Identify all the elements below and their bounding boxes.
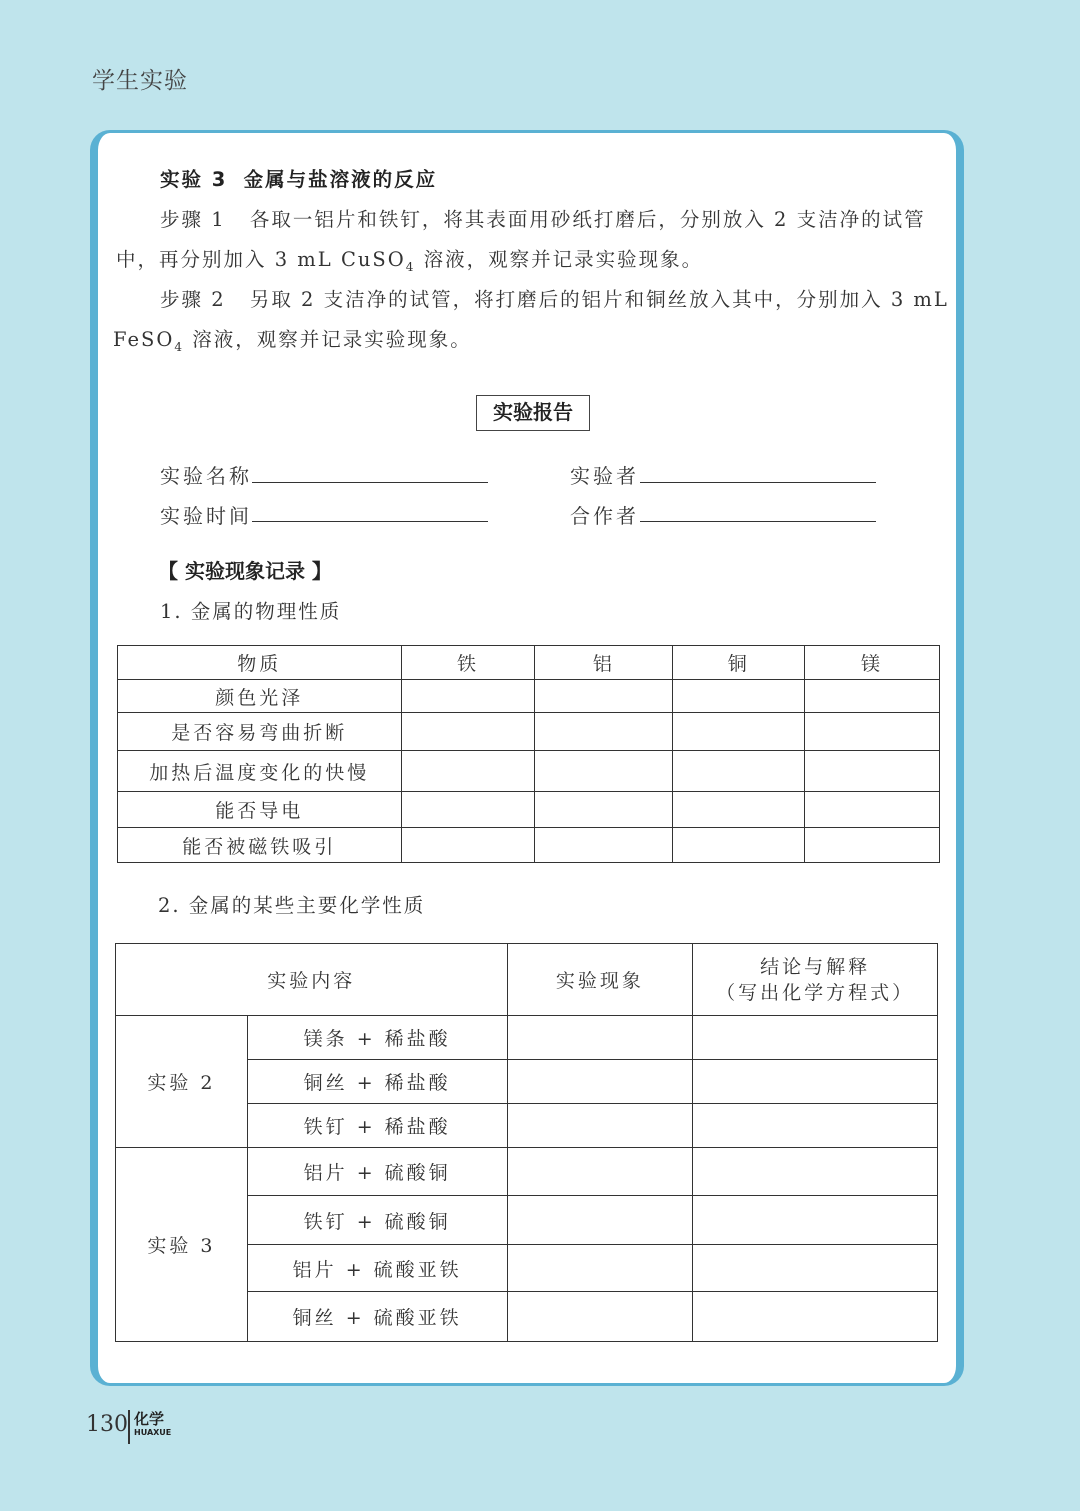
row-label: 颜色光泽 xyxy=(118,680,402,713)
footer-divider xyxy=(128,1410,130,1444)
answer-cell[interactable] xyxy=(507,1196,693,1245)
row-label: 能否被磁铁吸引 xyxy=(118,828,402,863)
experiment-name-line[interactable] xyxy=(252,482,488,483)
part1-title: 1. 金属的物理性质 xyxy=(160,600,342,623)
answer-cell[interactable] xyxy=(401,751,535,792)
experiment-title xyxy=(160,164,437,192)
table-row xyxy=(118,792,940,828)
group-label-experiment-2: 实验 2 xyxy=(116,1016,248,1148)
answer-cell[interactable] xyxy=(535,713,673,751)
partner-line[interactable] xyxy=(640,521,876,522)
answer-cell[interactable] xyxy=(535,828,673,863)
table-header-cell: 镁 xyxy=(805,646,940,680)
table-header-cell: 铝 xyxy=(535,646,673,680)
reaction-label: 铜丝 + 硫酸亚铁 xyxy=(247,1292,507,1342)
table-row xyxy=(116,1016,938,1060)
answer-cell[interactable] xyxy=(401,680,535,713)
partner-label: 合作者 xyxy=(570,504,639,528)
answer-cell[interactable] xyxy=(507,1245,693,1292)
reaction-label: 铝片 + 硫酸铜 xyxy=(247,1148,507,1196)
answer-cell[interactable] xyxy=(401,792,535,828)
answer-cell[interactable] xyxy=(673,828,805,863)
answer-cell[interactable] xyxy=(535,751,673,792)
table-header-cell: 铁 xyxy=(401,646,535,680)
step1-label: 步骤 1 xyxy=(160,208,226,231)
chemical-properties-table xyxy=(115,943,938,1342)
part2-title: 2. 金属的某些主要化学性质 xyxy=(158,894,426,917)
answer-cell[interactable] xyxy=(535,792,673,828)
step1-line1: 步骤 1 各取一铝片和铁钉，将其表面用砂纸打磨后，分别放入 2 支洁净的试管 xyxy=(160,208,926,231)
reaction-label: 铝片 + 硫酸亚铁 xyxy=(247,1245,507,1292)
table-row xyxy=(118,828,940,863)
answer-cell[interactable] xyxy=(507,1104,693,1148)
answer-cell[interactable] xyxy=(693,1016,938,1060)
row-label: 能否导电 xyxy=(118,792,402,828)
answer-cell[interactable] xyxy=(693,1245,938,1292)
step2-label: 步骤 2 xyxy=(160,288,226,311)
experiment-time-line[interactable] xyxy=(252,521,488,522)
experiment-number: 实验 3 xyxy=(160,168,228,191)
experiment-title-text: 金属与盐溶液的反应 xyxy=(243,168,438,191)
answer-cell[interactable] xyxy=(805,680,940,713)
page-number: 130 xyxy=(86,1412,128,1437)
section-label: 学生实验 xyxy=(92,68,188,94)
answer-cell[interactable] xyxy=(805,792,940,828)
table-row xyxy=(118,713,940,751)
answer-cell[interactable] xyxy=(805,828,940,863)
answer-cell[interactable] xyxy=(673,792,805,828)
table-header-row xyxy=(118,646,940,680)
subject-name-pinyin: HUAXUE xyxy=(134,1428,172,1437)
answer-cell[interactable] xyxy=(693,1196,938,1245)
answer-cell[interactable] xyxy=(401,828,535,863)
answer-cell[interactable] xyxy=(693,1148,938,1196)
table-header-cell: 铜 xyxy=(673,646,805,680)
answer-cell[interactable] xyxy=(693,1060,938,1104)
table-row xyxy=(116,1148,938,1196)
table-header-row xyxy=(116,944,938,1016)
reaction-label: 镁条 + 稀盐酸 xyxy=(247,1016,507,1060)
reaction-label: 铜丝 + 稀盐酸 xyxy=(247,1060,507,1104)
experiment-name-label: 实验名称 xyxy=(160,464,252,488)
answer-cell[interactable] xyxy=(535,680,673,713)
header-conclusion: 结论与解释 （写出化学方程式） xyxy=(693,944,938,1016)
step2-line1: 步骤 2 另取 2 支洁净的试管，将打磨后的铝片和铜丝放入其中，分别加入 3 mL xyxy=(160,288,949,311)
record-heading: 【 实验现象记录 】 xyxy=(158,559,332,583)
reaction-label: 铁钉 + 硫酸铜 xyxy=(247,1196,507,1245)
answer-cell[interactable] xyxy=(805,713,940,751)
answer-cell[interactable] xyxy=(507,1148,693,1196)
answer-cell[interactable] xyxy=(693,1292,938,1342)
table-header-cell: 物质 xyxy=(118,646,402,680)
header-content: 实验内容 xyxy=(116,944,508,1016)
experimenter-label: 实验者 xyxy=(570,464,639,488)
group-label-experiment-3: 实验 3 xyxy=(116,1148,248,1342)
answer-cell[interactable] xyxy=(507,1060,693,1104)
table-row xyxy=(118,680,940,713)
table-row xyxy=(118,751,940,792)
experimenter-line[interactable] xyxy=(640,482,876,483)
answer-cell[interactable] xyxy=(673,713,805,751)
report-title: 实验报告 xyxy=(476,395,590,431)
row-label: 是否容易弯曲折断 xyxy=(118,713,402,751)
step2-line2: FeSO$_4$ 溶液，观察并记录实验现象。 xyxy=(113,328,472,354)
row-label: 加热后温度变化的快慢 xyxy=(118,751,402,792)
step1-line2: 中，再分别加入 3 mL CuSO$_4$ 溶液，观察并记录实验现象。 xyxy=(116,248,704,274)
answer-cell[interactable] xyxy=(805,751,940,792)
subject-name: 化学 xyxy=(134,1410,165,1428)
reaction-label: 铁钉 + 稀盐酸 xyxy=(247,1104,507,1148)
answer-cell[interactable] xyxy=(673,680,805,713)
answer-cell[interactable] xyxy=(507,1016,693,1060)
answer-cell[interactable] xyxy=(507,1292,693,1342)
experiment-time-label: 实验时间 xyxy=(160,504,252,528)
answer-cell[interactable] xyxy=(401,713,535,751)
header-phenomenon: 实验现象 xyxy=(507,944,693,1016)
physical-properties-table xyxy=(117,645,940,863)
answer-cell[interactable] xyxy=(673,751,805,792)
answer-cell[interactable] xyxy=(693,1104,938,1148)
